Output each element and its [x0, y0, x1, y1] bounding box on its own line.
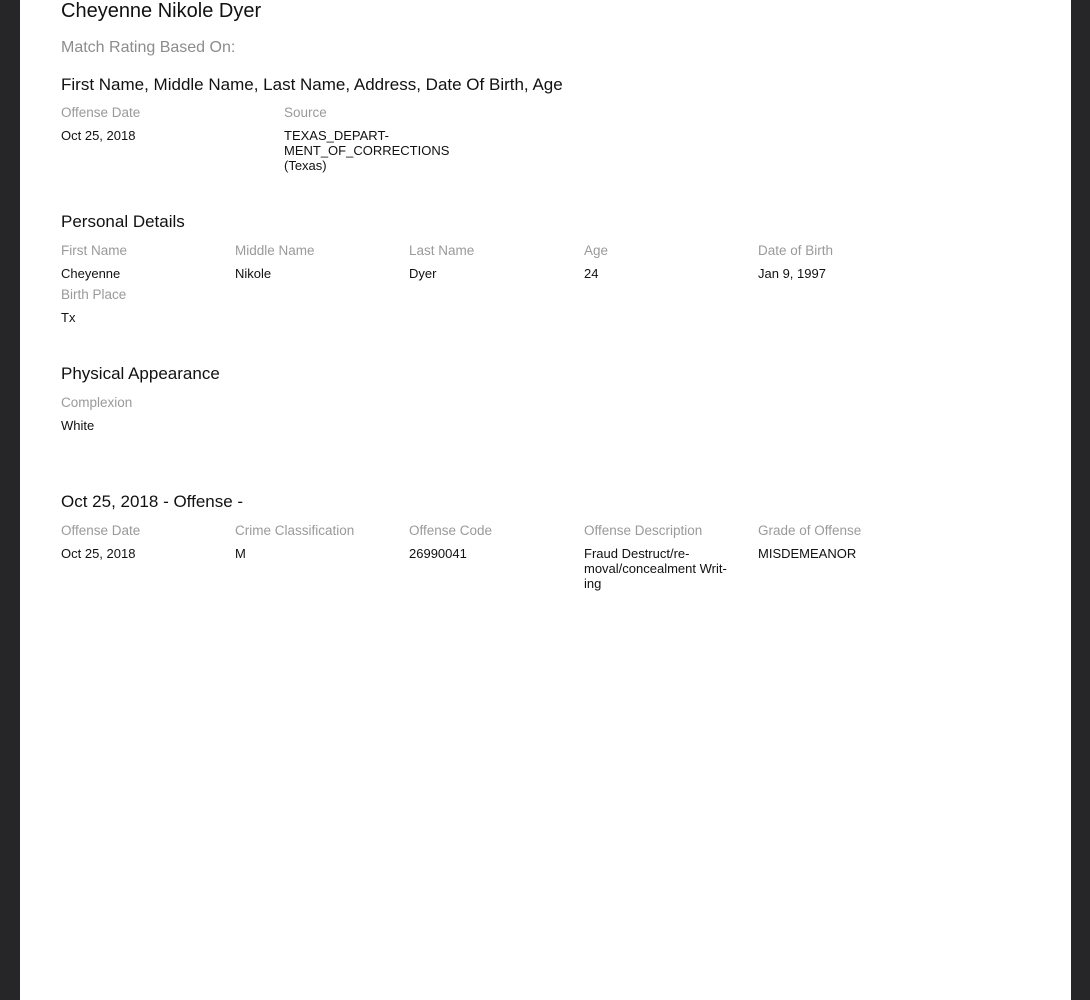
- complexion-value: White: [61, 418, 95, 433]
- middle-name-value: Nikole: [235, 266, 272, 281]
- birth-place-value: Tx: [61, 310, 76, 325]
- last-name-value: Dyer: [409, 266, 437, 281]
- grade-of-offense-value: MISDEMEANOR: [758, 546, 857, 561]
- age-value: 24: [584, 266, 599, 281]
- person-name-title: Cheyenne Nikole Dyer: [61, 0, 262, 22]
- grade-of-offense-label: Grade of Offense: [758, 523, 862, 538]
- age-label: Age: [584, 243, 609, 258]
- first-name-value: Cheyenne: [61, 266, 121, 281]
- first-name-label: First Name: [61, 243, 128, 258]
- complexion-label: Complexion: [61, 395, 133, 410]
- match-offense-date-value: Oct 25, 2018: [61, 128, 136, 143]
- match-offense-date-label: Offense Date: [61, 105, 141, 120]
- personal-details-heading: Personal Details: [61, 212, 185, 231]
- match-criteria: First Name, Middle Name, Last Name, Address, Date Of Birth, Age: [61, 75, 563, 94]
- physical-appearance-heading: Physical Appearance: [61, 364, 220, 383]
- offense-code-value: 26990041: [409, 546, 467, 561]
- document-page: [20, 0, 1071, 1000]
- dob-value: Jan 9, 1997: [758, 266, 826, 281]
- crime-classification-label: Crime Classification: [235, 523, 355, 538]
- birth-place-label: Birth Place: [61, 287, 127, 302]
- dob-label: Date of Birth: [758, 243, 834, 258]
- match-rating-label: Match Rating Based On:: [61, 39, 236, 56]
- offense-heading: Oct 25, 2018 - Offense -: [61, 492, 244, 511]
- offense-date-label: Offense Date: [61, 523, 141, 538]
- offense-description-label: Offense Description: [584, 523, 703, 538]
- last-name-label: Last Name: [409, 243, 475, 258]
- offense-code-label: Offense Code: [409, 523, 493, 538]
- source-value: TEXAS_DEPART- MENT_OF_CORRECTIONS (Texas): [284, 128, 450, 173]
- crime-classification-value: M: [235, 546, 246, 561]
- source-label: Source: [284, 105, 327, 120]
- offense-description-value: Fraud Destruct/re- moval/concealment Writ- ing: [584, 546, 727, 591]
- middle-name-label: Middle Name: [235, 243, 315, 258]
- offense-date-value: Oct 25, 2018: [61, 546, 136, 561]
